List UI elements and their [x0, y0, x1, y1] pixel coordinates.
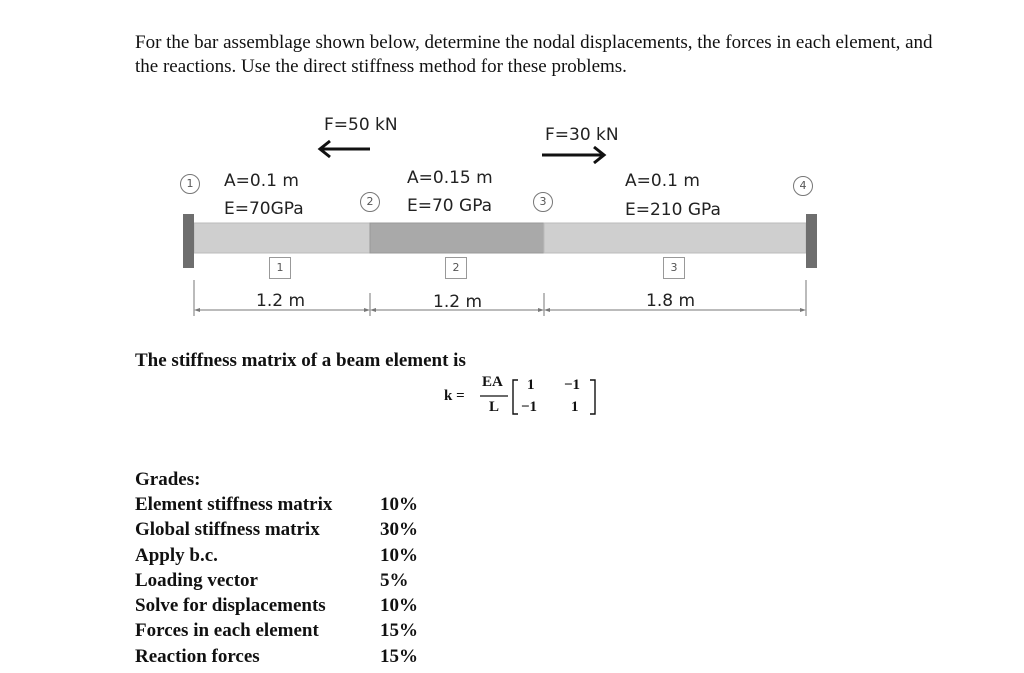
- grade-name: Forces in each element: [135, 620, 319, 642]
- formula-denominator: L: [489, 399, 500, 415]
- element-2-length: 1.2 m: [433, 292, 482, 312]
- load-label-50kn: F=50 kN: [324, 115, 398, 135]
- grade-name: Loading vector: [135, 569, 258, 591]
- matrix-entry-11: 1: [527, 377, 535, 393]
- element-3-area: A=0.1 m: [625, 171, 700, 191]
- left-wall-support: [183, 214, 194, 268]
- element-2-number: 2: [445, 257, 467, 279]
- element-1-number: 1: [269, 257, 291, 279]
- grade-row: [135, 519, 455, 544]
- grades-title: Grades:: [135, 469, 201, 490]
- grade-row: [135, 570, 455, 595]
- grade-percent: 10%: [380, 494, 418, 515]
- grade-percent: 10%: [380, 595, 418, 617]
- grade-percent: 15%: [380, 620, 418, 642]
- grade-percent: 5%: [380, 569, 409, 591]
- matrix-entry-22: 1: [571, 399, 579, 415]
- formula-lhs: k =: [444, 388, 465, 404]
- grade-name: Global stiffness matrix: [135, 519, 320, 541]
- element-1-modulus: E=70GPa: [224, 199, 304, 219]
- load-label-30kn: F=30 kN: [545, 125, 619, 145]
- node-3-marker: 3: [533, 192, 553, 212]
- grade-percent: 30%: [380, 519, 418, 541]
- grade-row: [135, 494, 455, 519]
- element-3-bar: [544, 223, 806, 253]
- grade-percent: 10%: [380, 544, 418, 566]
- element-3-number: 3: [663, 257, 685, 279]
- stiffness-formula: [444, 372, 614, 424]
- matrix-entry-12: −1: [564, 377, 581, 393]
- element-1-length: 1.2 m: [256, 291, 305, 311]
- grade-percent: 15%: [380, 645, 418, 667]
- grade-row: [135, 595, 455, 620]
- grade-name: Element stiffness matrix: [135, 494, 333, 515]
- element-2-area: A=0.15 m: [407, 168, 493, 188]
- stiffness-matrix-title: The stiffness matrix of a beam element is: [135, 350, 466, 371]
- element-2-bar: [370, 223, 544, 253]
- grade-name: Solve for displacements: [135, 595, 326, 617]
- grade-row: [135, 545, 455, 570]
- matrix-entry-21: −1: [521, 399, 538, 415]
- element-3-length: 1.8 m: [646, 291, 695, 311]
- load-arrow-right-icon: [542, 147, 604, 163]
- element-1-area: A=0.1 m: [224, 171, 299, 191]
- node-4-marker: 4: [793, 176, 813, 196]
- load-arrow-left-icon: [320, 141, 370, 157]
- grade-row: [135, 646, 455, 671]
- grade-name: Reaction forces: [135, 645, 260, 667]
- element-2-modulus: E=70 GPa: [407, 196, 493, 216]
- node-2-marker: 2: [360, 192, 380, 212]
- bar-assemblage-figure: [172, 110, 832, 345]
- node-1-marker: 1: [180, 174, 200, 194]
- element-1-bar: [194, 223, 370, 253]
- formula-numerator: EA: [482, 374, 503, 390]
- right-wall-support: [806, 214, 817, 268]
- problem-statement: For the bar assemblage shown below, determine the nodal displacements, the forces in each element, and the reactions. Use the direct stiffness method for these problems.: [135, 32, 933, 77]
- grade-row: [135, 620, 455, 645]
- element-3-modulus: E=210 GPa: [625, 200, 721, 220]
- grade-name: Apply b.c.: [135, 544, 218, 566]
- grades-list: [135, 494, 455, 671]
